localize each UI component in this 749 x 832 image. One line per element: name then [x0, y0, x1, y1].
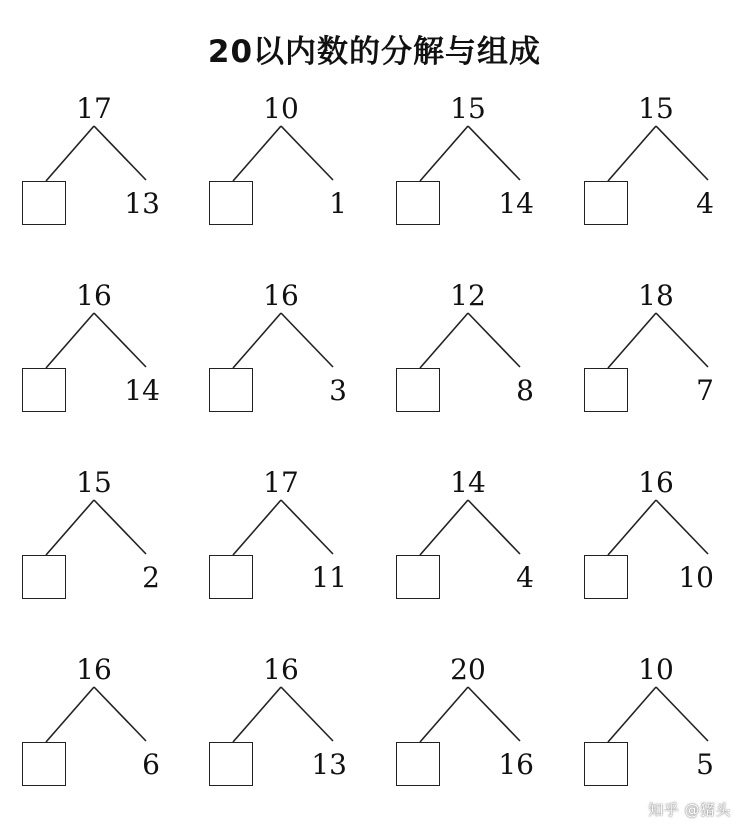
known-part: 5 — [696, 748, 714, 781]
watermark: 知乎 @猪头 — [648, 801, 731, 819]
problem-7 — [396, 277, 546, 427]
total-number: 16 — [263, 279, 299, 312]
answer-box[interactable] — [209, 181, 253, 225]
total-number: 15 — [76, 466, 112, 499]
answer-box[interactable] — [22, 181, 66, 225]
decomposition-grid — [0, 90, 749, 810]
page-title: 20以内数的分解与组成 — [207, 34, 542, 70]
known-part: 4 — [516, 561, 534, 594]
total-number: 12 — [450, 279, 486, 312]
known-part: 14 — [124, 374, 160, 407]
total-number: 18 — [638, 279, 674, 312]
known-part: 8 — [516, 374, 534, 407]
problem-5 — [22, 277, 172, 427]
known-part: 13 — [311, 748, 347, 781]
known-part: 14 — [498, 187, 534, 220]
known-part: 1 — [329, 187, 347, 220]
answer-box[interactable] — [209, 742, 253, 786]
total-number: 16 — [76, 653, 112, 686]
known-part: 7 — [696, 374, 714, 407]
problem-1 — [22, 90, 172, 240]
total-number: 17 — [76, 92, 112, 125]
known-part: 16 — [498, 748, 534, 781]
problem-8 — [584, 277, 734, 427]
total-number: 10 — [638, 653, 674, 686]
problem-10 — [209, 464, 359, 614]
known-part: 11 — [311, 561, 347, 594]
problem-11 — [396, 464, 546, 614]
answer-box[interactable] — [209, 555, 253, 599]
answer-box[interactable] — [396, 181, 440, 225]
total-number: 15 — [638, 92, 674, 125]
known-part: 10 — [678, 561, 714, 594]
known-part: 3 — [329, 374, 347, 407]
total-number: 16 — [638, 466, 674, 499]
answer-box[interactable] — [396, 742, 440, 786]
answer-box[interactable] — [396, 555, 440, 599]
total-number: 15 — [450, 92, 486, 125]
problem-2 — [209, 90, 359, 240]
answer-box[interactable] — [584, 742, 628, 786]
problem-9 — [22, 464, 172, 614]
known-part: 6 — [142, 748, 160, 781]
answer-box[interactable] — [584, 555, 628, 599]
answer-box[interactable] — [584, 368, 628, 412]
answer-box[interactable] — [396, 368, 440, 412]
problem-3 — [396, 90, 546, 240]
total-number: 16 — [263, 653, 299, 686]
known-part: 2 — [142, 561, 160, 594]
answer-box[interactable] — [584, 181, 628, 225]
total-number: 16 — [76, 279, 112, 312]
total-number: 14 — [450, 466, 486, 499]
problem-12 — [584, 464, 734, 614]
problem-4 — [584, 90, 734, 240]
problem-14 — [209, 651, 359, 801]
answer-box[interactable] — [209, 368, 253, 412]
total-number: 17 — [263, 466, 299, 499]
answer-box[interactable] — [22, 742, 66, 786]
problem-13 — [22, 651, 172, 801]
total-number: 10 — [263, 92, 299, 125]
known-part: 4 — [696, 187, 714, 220]
total-number: 20 — [450, 653, 486, 686]
problem-6 — [209, 277, 359, 427]
problem-15 — [396, 651, 546, 801]
problem-16 — [584, 651, 734, 801]
answer-box[interactable] — [22, 368, 66, 412]
known-part: 13 — [124, 187, 160, 220]
answer-box[interactable] — [22, 555, 66, 599]
